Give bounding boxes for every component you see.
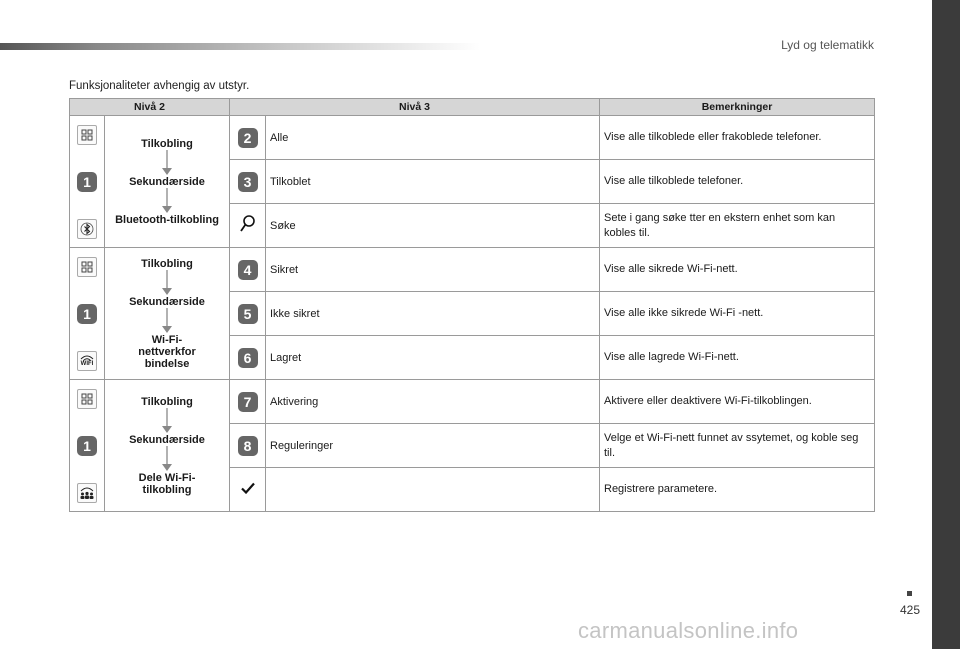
level3-label <box>266 468 600 512</box>
step-badge: 7 <box>238 392 258 412</box>
section-title: Lyd og telematikk <box>781 38 874 52</box>
row-marker <box>230 204 266 248</box>
arrow-down-icon <box>161 150 173 176</box>
level3-label: Reguleringer <box>266 424 600 468</box>
watermark-logo: carmanualsonline.info <box>578 618 799 643</box>
path-step: Bluetooth-tilkobling <box>115 213 219 226</box>
remark: Vise alle sikrede Wi-Fi-nett. <box>600 248 875 292</box>
level3-label: Ikke sikret <box>266 292 600 336</box>
menu-icon-cell <box>70 116 105 248</box>
remark: Velge et Wi-Fi-nett funnet av ssytemet, og koble seg til. <box>600 424 875 468</box>
people-share-icon <box>77 483 97 503</box>
remark: Vise alle tilkoblede eller frakoblede telefoner. <box>600 116 875 160</box>
checkmark-icon <box>241 482 255 494</box>
row-marker <box>230 116 266 160</box>
remark: Sete i gang søke tter en ekstern enhet som kan kobles til. <box>600 204 875 248</box>
level3-label: Alle <box>266 116 600 160</box>
wifi-icon-text: WIFI <box>80 360 94 367</box>
intro-text: Funksjonaliteter avhengig av utstyr. <box>69 80 250 92</box>
arrow-down-icon <box>161 270 173 296</box>
arrow-down-icon <box>161 408 173 434</box>
page-number: 425 <box>900 603 921 617</box>
path-step: Sekundærside <box>129 175 205 188</box>
step-badge: 6 <box>238 348 258 368</box>
arrow-down-icon <box>161 446 173 472</box>
table-row <box>70 380 875 424</box>
menu-icon-cell <box>70 380 105 512</box>
path-step: Sekundærside <box>129 433 205 446</box>
arrow-down-icon <box>161 188 173 214</box>
chapter-sidebar <box>932 0 960 649</box>
step-badge: 2 <box>238 128 258 148</box>
bluetooth-icon <box>77 219 97 239</box>
row-marker <box>230 336 266 380</box>
table-row <box>70 248 875 292</box>
path-step: Tilkobling <box>141 395 193 408</box>
table-row <box>70 116 875 160</box>
menu-path-cell <box>105 248 230 380</box>
function-table <box>69 98 875 512</box>
level3-label: Aktivering <box>266 380 600 424</box>
level3-label: Lagret <box>266 336 600 380</box>
step-badge: 1 <box>77 436 97 456</box>
header-gradient-bar <box>0 43 480 50</box>
wifi-icon <box>77 351 97 371</box>
remark: Vise alle tilkoblede telefoner. <box>600 160 875 204</box>
path-step: Sekundærside <box>129 295 205 308</box>
step-badge: 4 <box>238 260 258 280</box>
menu-path-cell <box>105 380 230 512</box>
level3-label: Tilkoblet <box>266 160 600 204</box>
row-marker <box>230 160 266 204</box>
header-level3: Nivå 3 <box>230 99 600 116</box>
path-step: Tilkobling <box>141 257 193 270</box>
row-marker <box>230 380 266 424</box>
table-header-row <box>70 99 875 116</box>
level3-label: Søke <box>266 204 600 248</box>
menu-icon-cell <box>70 248 105 380</box>
row-marker <box>230 468 266 512</box>
step-badge: 3 <box>238 172 258 192</box>
arrow-down-icon <box>161 308 173 334</box>
remark: Registrere parametere. <box>600 468 875 512</box>
grid-menu-icon <box>77 257 97 277</box>
path-step: Wi-Fi-nettverkforbindelse <box>138 333 196 370</box>
level3-label: Sikret <box>266 248 600 292</box>
step-badge: 8 <box>238 436 258 456</box>
header-level2: Nivå 2 <box>70 99 230 116</box>
step-badge: 5 <box>238 304 258 324</box>
step-badge: 1 <box>77 172 97 192</box>
path-step: Dele Wi-Fi-tilkobling <box>138 471 196 496</box>
remark: Aktivere eller deaktivere Wi-Fi-tilkoblingen. <box>600 380 875 424</box>
search-icon <box>239 214 257 234</box>
remark: Vise alle lagrede Wi-Fi-nett. <box>600 336 875 380</box>
page-marker <box>907 591 912 596</box>
row-marker <box>230 292 266 336</box>
row-marker <box>230 424 266 468</box>
header-remarks: Bemerkninger <box>600 99 875 116</box>
grid-menu-icon <box>77 125 97 145</box>
step-badge: 1 <box>77 304 97 324</box>
grid-menu-icon <box>77 389 97 409</box>
remark: Vise alle ikke sikrede Wi-Fi -nett. <box>600 292 875 336</box>
row-marker <box>230 248 266 292</box>
menu-path-cell <box>105 116 230 248</box>
path-step: Tilkobling <box>141 137 193 150</box>
